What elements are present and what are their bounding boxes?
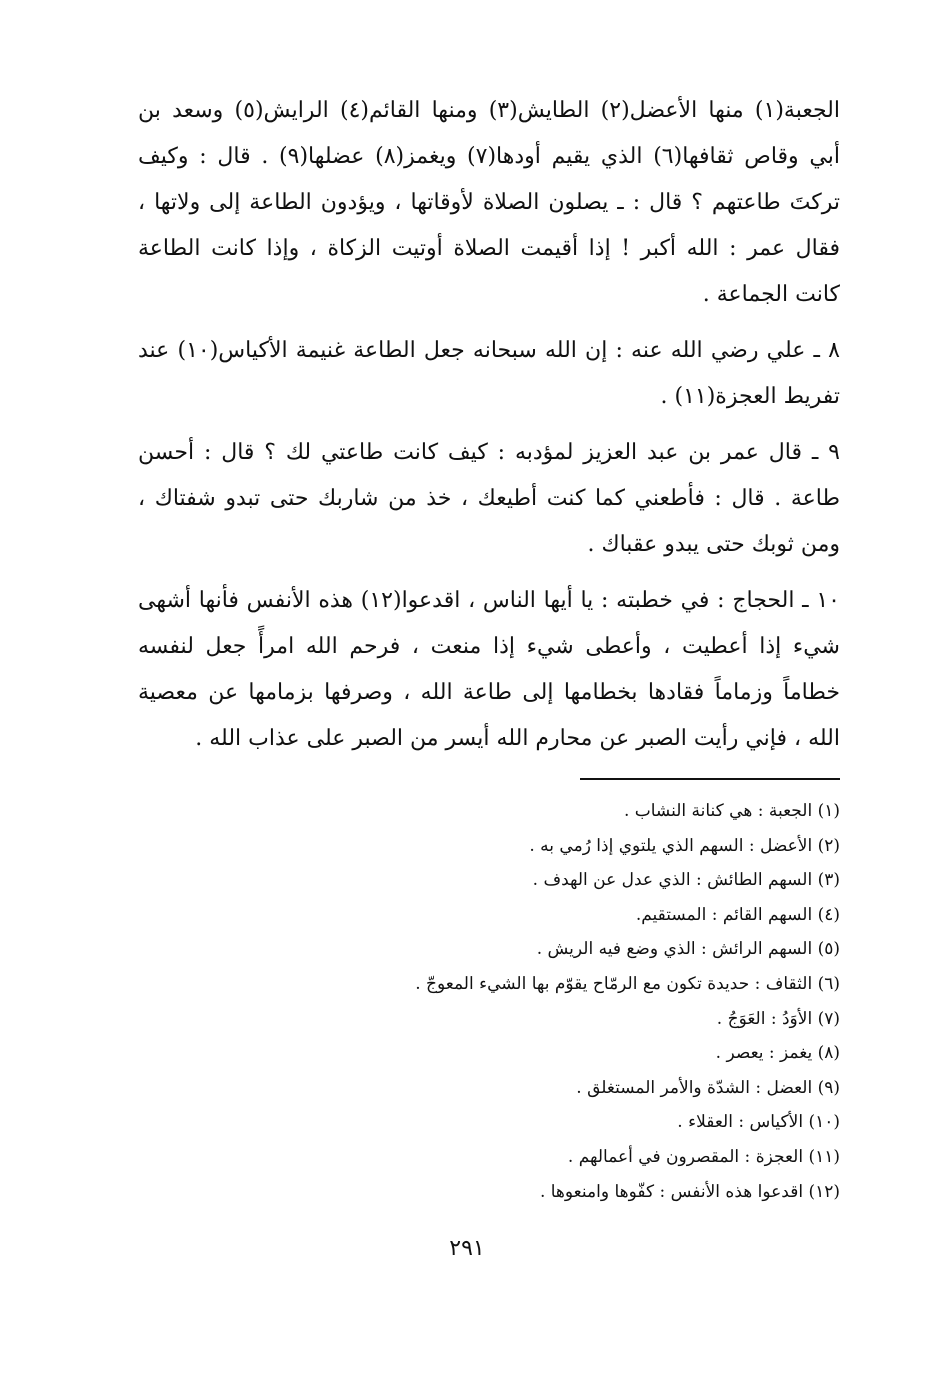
footnote-5: (٥) السهم الرائش : الذي وضع فيه الريش .: [536, 939, 840, 960]
footnote-6: (٦) الثقاف : حديدة تكون مع الرمّاح يقوّم بها الشيء المعوجّ .: [415, 973, 840, 994]
footnote-4: (٤) السهم القائم : المستقيم.: [635, 904, 840, 925]
footnote-8: (٨) يغمز : يعصر .: [715, 1043, 840, 1064]
paragraph-10: ١٠ ـ الحجاج : في خطبته : يا أيها الناس ، اقدعوا(١٢) هذه الأنفس فأنها أشهى شيء إذا أعطيت ، وأعطى شيء إذا منعت ، فرحم الله امرأً جعل لنفسه خطاماً وزماماً فقادها بخطامها إلى طاعة الله ، وصرفها بزمامها عن معصية الله ، فإني رأيت الصبر عن محارم الله أيسر من الصبر على عذاب الله .: [138, 588, 840, 751]
footnote-9: (٩) العضل : الشدّة والأمر المستغلق .: [576, 1077, 840, 1098]
footnote-1: (١) الجعبة : هي كنانة النشاب .: [623, 801, 840, 821]
footnote-divider: [580, 778, 840, 780]
paragraph-intro: الجعبة(١) منها الأعضل(٢) الطايش(٣) ومنها القائم(٤) الرايش(٥) وسعد بن أبي وقاص ثقافها(٦) الذي يقيم أودها(٧) ويغمز(٨) عضلها(٩) . قال : وكيف تركتَ طاعتهم ؟ قال : ـ يصلون الصلاة لأوقاتها ، ويؤدون الطاعة إلى ولاتها ، فقال عمر : الله أكبر ! إذا أقيمت الصلاة أوتيت الزكاة ، وإذا كانت الطاعة كانت الجماعة .: [138, 98, 840, 307]
paragraph-9: ٩ ـ قال عمر بن عبد العزيز لمؤدبه : كيف كانت طاعتي لك ؟ قال : أحسن طاعة . قال : فأطعني كما كنت أطيعك ، خذ من شاربك حتى تبدو شفتاك ، ومن ثوبك حتى يبدو عقباك .: [138, 440, 840, 557]
paragraph-8: ٨ ـ علي رضي الله عنه : إن الله سبحانه جعل الطاعة غنيمة الأكياس(١٠) عند تفريط العجزة(١١) .: [138, 338, 840, 409]
footnote-10: (١٠) الأكياس : العقلاء .: [677, 1112, 840, 1133]
footnote-2: (٢) الأعضل : السهم الذي يلتوي إذا رُمي به .: [529, 835, 840, 856]
footnote-7: (٧) الأوَدُ : العَوَجُ .: [716, 1008, 840, 1029]
footnote-3: (٣) السهم الطائش : الذي عدل عن الهدف .: [532, 870, 840, 891]
page-number: ٢٩١: [449, 1236, 485, 1261]
footnote-12: (١٢) اقدعوا هذه الأنفس : كفّوها وامنعوها .: [539, 1181, 840, 1202]
main-text: [138, 88, 840, 772]
footnotes-list: [300, 794, 840, 1209]
footnote-11: (١١) العجزة : المقصرون في أعمالهم .: [567, 1146, 840, 1167]
